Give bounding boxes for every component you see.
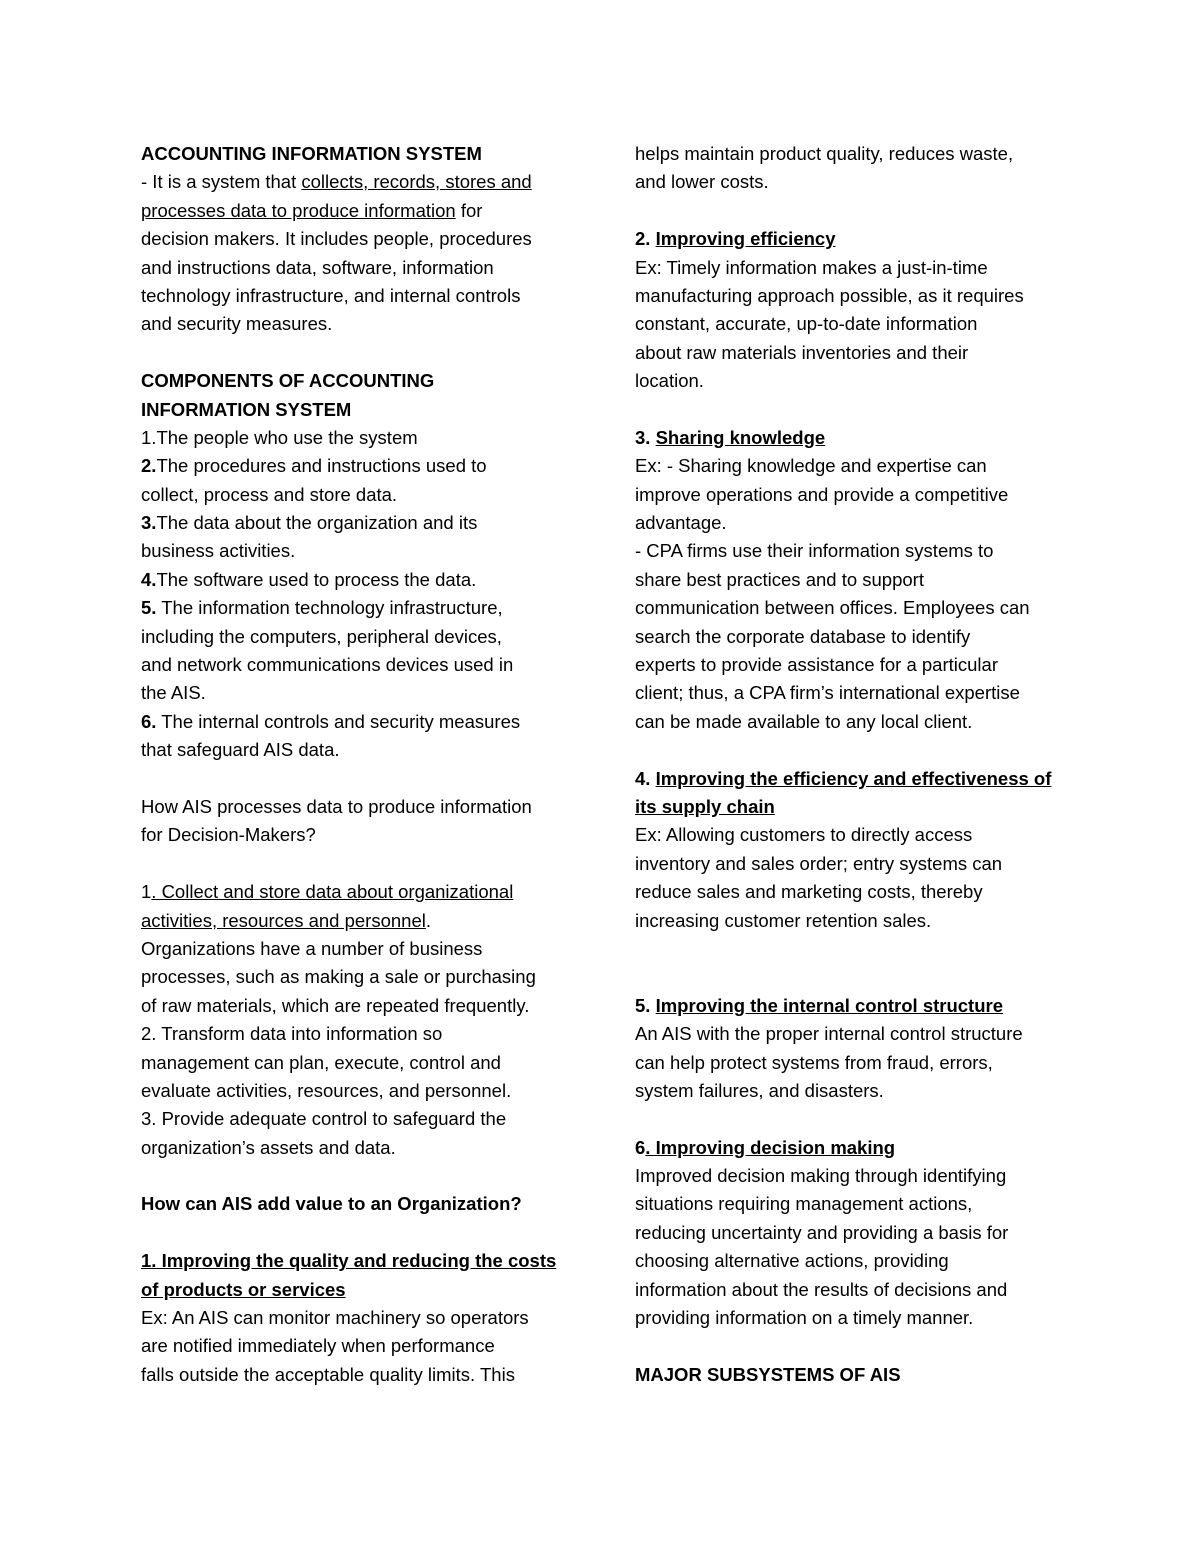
value-item-title: [635, 424, 1067, 452]
component-text: The people who use the system: [156, 426, 418, 448]
value-item-text: providing information on a timely manner.: [635, 1307, 974, 1329]
value-item-title: 1. Improving the quality and reducing the costs: [141, 1250, 557, 1272]
value-item-text: system failures, and disasters.: [635, 1079, 884, 1101]
blank-line: [141, 1219, 573, 1247]
document-title: ACCOUNTING INFORMATION SYSTEM: [141, 143, 482, 164]
list-number: 5.: [635, 994, 656, 1016]
component-text-line: including the computers, peripheral devices,: [141, 625, 502, 647]
list-number: 5.: [141, 597, 157, 619]
value-item-text: client; thus, a CPA firm’s international expertise: [635, 682, 1020, 704]
value-item-text: can help protect systems from fraud, errors,: [635, 1051, 993, 1073]
value-item-text: Ex: Allowing customers to directly access: [635, 824, 973, 846]
value-item-text: Ex: An AIS can monitor machinery so operators: [141, 1307, 529, 1329]
list-number: 6: [635, 1136, 646, 1158]
component-text-line: collect, process and store data.: [141, 483, 398, 505]
value-item-title: its supply chain: [635, 795, 775, 817]
component-item: [141, 708, 573, 736]
value-item-text: and lower costs.: [635, 171, 769, 193]
list-number: 2.: [635, 228, 656, 250]
value-item-text: choosing alternative actions, providing: [635, 1250, 949, 1272]
process-step-title: [141, 907, 573, 935]
value-item-text: share best practices and to support: [635, 568, 924, 590]
blank-line: [141, 765, 573, 793]
value-item-title-text: Improving efficiency: [655, 228, 836, 250]
process-step-text: processes, such as making a sale or purchasing: [141, 966, 536, 988]
left-column: [141, 140, 573, 1389]
list-number: 1: [141, 881, 152, 903]
blank-line: [635, 736, 1067, 764]
definition-line: [141, 168, 573, 196]
definition-text: for: [455, 199, 483, 221]
component-text: The software used to process the data.: [156, 568, 477, 590]
value-item-title-text: . Improving decision making: [645, 1136, 896, 1158]
component-text: The data about the organization and its: [156, 512, 478, 534]
process-step-text: organization’s assets and data.: [141, 1136, 396, 1158]
value-item-title-text: Sharing knowledge: [655, 426, 826, 448]
value-item-text: advantage.: [635, 512, 727, 534]
blank-line: [635, 396, 1067, 424]
blank-line: [141, 850, 573, 878]
process-step-text: of raw materials, which are repeated frequently.: [141, 994, 530, 1016]
definition-line: and security measures.: [141, 313, 333, 335]
value-item-title: [635, 225, 1067, 253]
component-text: The procedures and instructions used to: [156, 455, 487, 477]
value-item-text: improve operations and provide a competitive: [635, 483, 1009, 505]
value-item-title-text: Improving the internal control structure: [655, 994, 1004, 1016]
value-item-text: search the corporate database to identify: [635, 625, 971, 647]
subsystems-heading: MAJOR SUBSYSTEMS OF AIS: [635, 1363, 901, 1385]
process-step-text: .: [425, 909, 431, 931]
right-column: [635, 140, 1067, 1389]
value-item-text: constant, accurate, up-to-date information: [635, 313, 978, 335]
blank-line: [635, 963, 1067, 991]
list-number: 1.: [141, 426, 157, 448]
component-item: [141, 509, 573, 537]
value-item-text: reducing uncertainty and providing a basis for: [635, 1221, 1009, 1243]
definition-text: - It is a system that: [141, 171, 302, 193]
value-item-title-text: Improving the efficiency and effectiveness of: [655, 767, 1052, 789]
value-item-text: can be made available to any local client.: [635, 710, 973, 732]
process-question: for Decision-Makers?: [141, 824, 316, 846]
blank-line: [635, 935, 1067, 963]
value-item-text: reduce sales and marketing costs, thereby: [635, 881, 983, 903]
blank-line: [635, 1105, 1067, 1133]
value-item-text: falls outside the acceptable quality limits. This: [141, 1363, 515, 1385]
value-item-text: location.: [635, 370, 704, 392]
component-item: [141, 566, 573, 594]
component-text-line: business activities.: [141, 540, 296, 562]
component-text-line: the AIS.: [141, 682, 206, 704]
value-item-text: manufacturing approach possible, as it requires: [635, 284, 1024, 306]
value-item-text: are notified immediately when performance: [141, 1335, 495, 1357]
list-number: 2.: [141, 455, 157, 477]
definition-line: [141, 197, 573, 225]
value-heading: How can AIS add value to an Organization?: [141, 1193, 522, 1215]
process-step-underlined: . Collect and store data about organizational: [151, 881, 514, 903]
component-text: The internal controls and security measures: [156, 710, 521, 732]
component-text-line: and network communications devices used in: [141, 654, 514, 676]
value-item-text: increasing customer retention sales.: [635, 909, 932, 931]
value-item-text: Ex: Timely information makes a just-in-time: [635, 256, 988, 278]
definition-line: technology infrastructure, and internal controls: [141, 284, 521, 306]
value-item-text: communication between offices. Employees can: [635, 597, 1030, 619]
process-step-text: Organizations have a number of business: [141, 937, 483, 959]
process-step-text: evaluate activities, resources, and personnel.: [141, 1079, 512, 1101]
value-item-title: of products or services: [141, 1278, 346, 1300]
definition-line: decision makers. It includes people, procedures: [141, 228, 532, 250]
list-number: 3.: [141, 512, 157, 534]
value-item-text: situations requiring management actions,: [635, 1193, 973, 1215]
value-item-text: helps maintain product quality, reduces waste,: [635, 143, 1014, 164]
list-number: 6.: [141, 710, 157, 732]
component-item: [141, 424, 573, 452]
value-item-text: Ex: - Sharing knowledge and expertise can: [635, 455, 987, 477]
component-item: [141, 452, 573, 480]
list-number: 3.: [635, 426, 656, 448]
value-item-text: Improved decision making through identifying: [635, 1165, 1007, 1187]
value-item-text: information about the results of decisions and: [635, 1278, 1008, 1300]
value-item-text: experts to provide assistance for a particular: [635, 654, 998, 676]
value-item-title: [635, 1134, 1067, 1162]
definition-line: and instructions data, software, information: [141, 256, 494, 278]
process-step-title: [141, 878, 573, 906]
value-item-text: about raw materials inventories and their: [635, 341, 969, 363]
value-item-text: An AIS with the proper internal control structure: [635, 1023, 1023, 1045]
process-step-underlined: activities, resources and personnel: [141, 909, 426, 931]
value-item-text: - CPA firms use their information systems to: [635, 540, 994, 562]
blank-line: [635, 197, 1067, 225]
blank-line: [141, 1162, 573, 1190]
component-text-line: that safeguard AIS data.: [141, 739, 340, 761]
process-step-text: 3. Provide adequate control to safeguard the: [141, 1108, 507, 1130]
component-text: The information technology infrastructure,: [156, 597, 503, 619]
list-number: 4.: [635, 767, 656, 789]
process-step-text: 2. Transform data into information so: [141, 1023, 443, 1045]
blank-line: [635, 1332, 1067, 1360]
list-number: 4.: [141, 568, 157, 590]
components-heading: INFORMATION SYSTEM: [141, 398, 352, 420]
process-step-text: management can plan, execute, control and: [141, 1051, 501, 1073]
blank-line: [141, 339, 573, 367]
value-item-title: [635, 765, 1067, 793]
value-item-title: [635, 992, 1067, 1020]
definition-underlined-text: collects, records, stores and: [301, 171, 532, 193]
value-item-text: inventory and sales order; entry systems can: [635, 852, 1003, 874]
component-item: [141, 594, 573, 622]
process-question: How AIS processes data to produce information: [141, 795, 532, 817]
definition-underlined-text: processes data to produce information: [141, 199, 456, 221]
components-heading: COMPONENTS OF ACCOUNTING: [141, 370, 435, 392]
